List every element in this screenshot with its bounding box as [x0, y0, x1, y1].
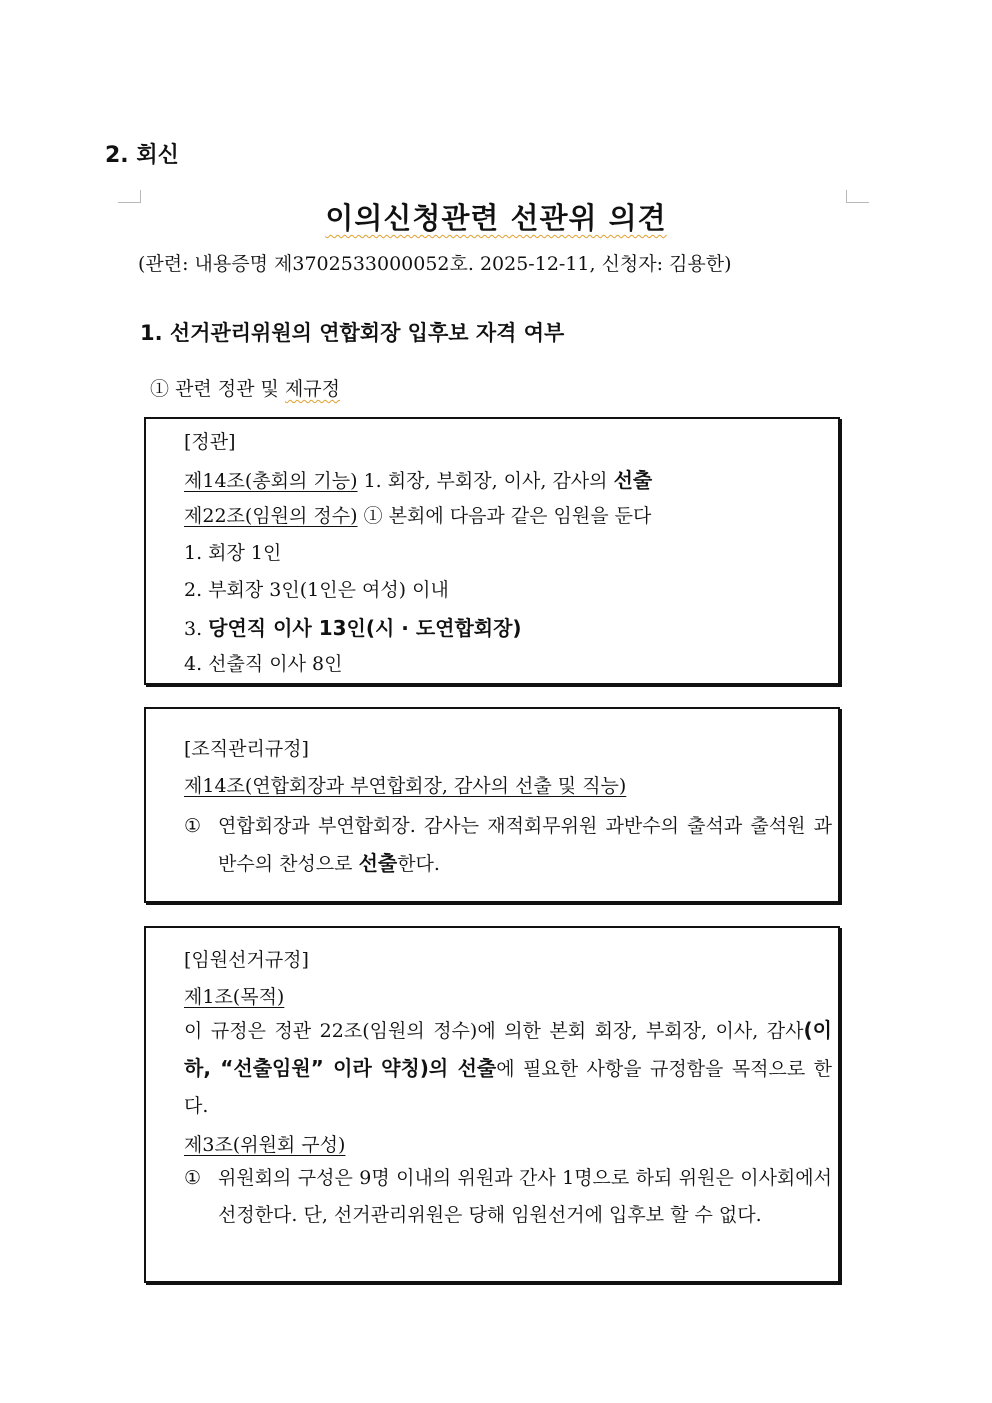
clause-bold: 선출 — [358, 851, 398, 875]
clause-number: ① — [184, 815, 202, 837]
article-ref: 제3조(위원회 구성) — [184, 1134, 346, 1156]
section1-item1 — [150, 374, 340, 401]
section1-title: 1. 선거관리위원의 연합회장 입후보 자격 여부 — [140, 321, 565, 345]
box-label: [조직관리규정] — [184, 738, 309, 760]
document-subtitle: (관련: 내용증명 제3702533000052호. 2025-12-11, 신청자: 김용한) — [138, 253, 732, 275]
article-14 — [184, 464, 652, 493]
article-22 — [184, 501, 651, 528]
document-title: 이의신청관련 선관위 의견 — [325, 201, 667, 235]
box-label: [임원선거규정] — [184, 949, 309, 971]
election-rules-box — [144, 926, 840, 1283]
list-number: 3. — [184, 618, 209, 640]
article-ref: 제14조(총회의 기능) — [184, 470, 358, 492]
clause-tail: 한다. — [397, 853, 440, 875]
clause-1 — [184, 808, 832, 883]
clause-text: 위원회의 구성은 9명 이내의 위원과 간사 1명으로 하되 위원은 이사회에서 선정한다. 단, 선거관리위원은 당해 임원선거에 입후보 할 수 없다. — [218, 1167, 832, 1226]
paragraph-bold: (이하, “선출임원” 이라 약칭)의 선출 — [184, 1018, 832, 1080]
article-ref: 제14조(연합회장과 부연합회장, 감사의 선출 및 직능) — [184, 775, 627, 797]
article-1-body — [184, 1012, 832, 1125]
list-item: 2. 부회장 3인(1인은 여성) 이내 — [184, 579, 449, 601]
article-text: ① 본회에 다음과 같은 임원을 둔다 — [357, 505, 652, 527]
item-text-wavy: 제규정 — [284, 378, 341, 400]
article-text: 1. 회장, 부회장, 이사, 감사의 — [357, 470, 614, 492]
list-bold-text: 당연직 이사 13인(시 · 도연합회장) — [208, 616, 522, 640]
list-item: 1. 회장 1인 — [184, 542, 282, 564]
item-text: 관련 정관 및 — [175, 378, 285, 400]
article-ref: 제22조(임원의 정수) — [184, 505, 358, 527]
box-label: [정관] — [184, 431, 236, 453]
article-ref: 제1조(목적) — [184, 986, 285, 1008]
section-heading: 2. 회신 — [105, 143, 179, 168]
clause-number: ① — [184, 1167, 202, 1189]
list-item-bold — [184, 612, 522, 641]
clause-text: 연합회장과 부연합회장. 감사는 재적회무위원 과반수의 출석과 출석원 과반수의 찬성으로 — [218, 815, 832, 875]
article-3 — [184, 1130, 345, 1157]
paragraph-text: 이 규정은 정관 22조(임원의 정수)에 의한 본회 회장, 부회장, 이사, 감사 — [184, 1020, 804, 1042]
article-bold: 선출 — [613, 468, 653, 492]
article-14-org — [184, 771, 626, 798]
articles-box — [144, 417, 840, 685]
list-item: 4. 선출직 이사 8인 — [184, 653, 343, 675]
clause-1 — [184, 1160, 832, 1234]
article-1 — [184, 982, 284, 1009]
item-number: ① — [150, 378, 170, 400]
org-rules-box — [144, 707, 840, 903]
paragraph-tail: 에 필요한 사항을 규정함을 목적으로 한다. — [184, 1058, 832, 1117]
